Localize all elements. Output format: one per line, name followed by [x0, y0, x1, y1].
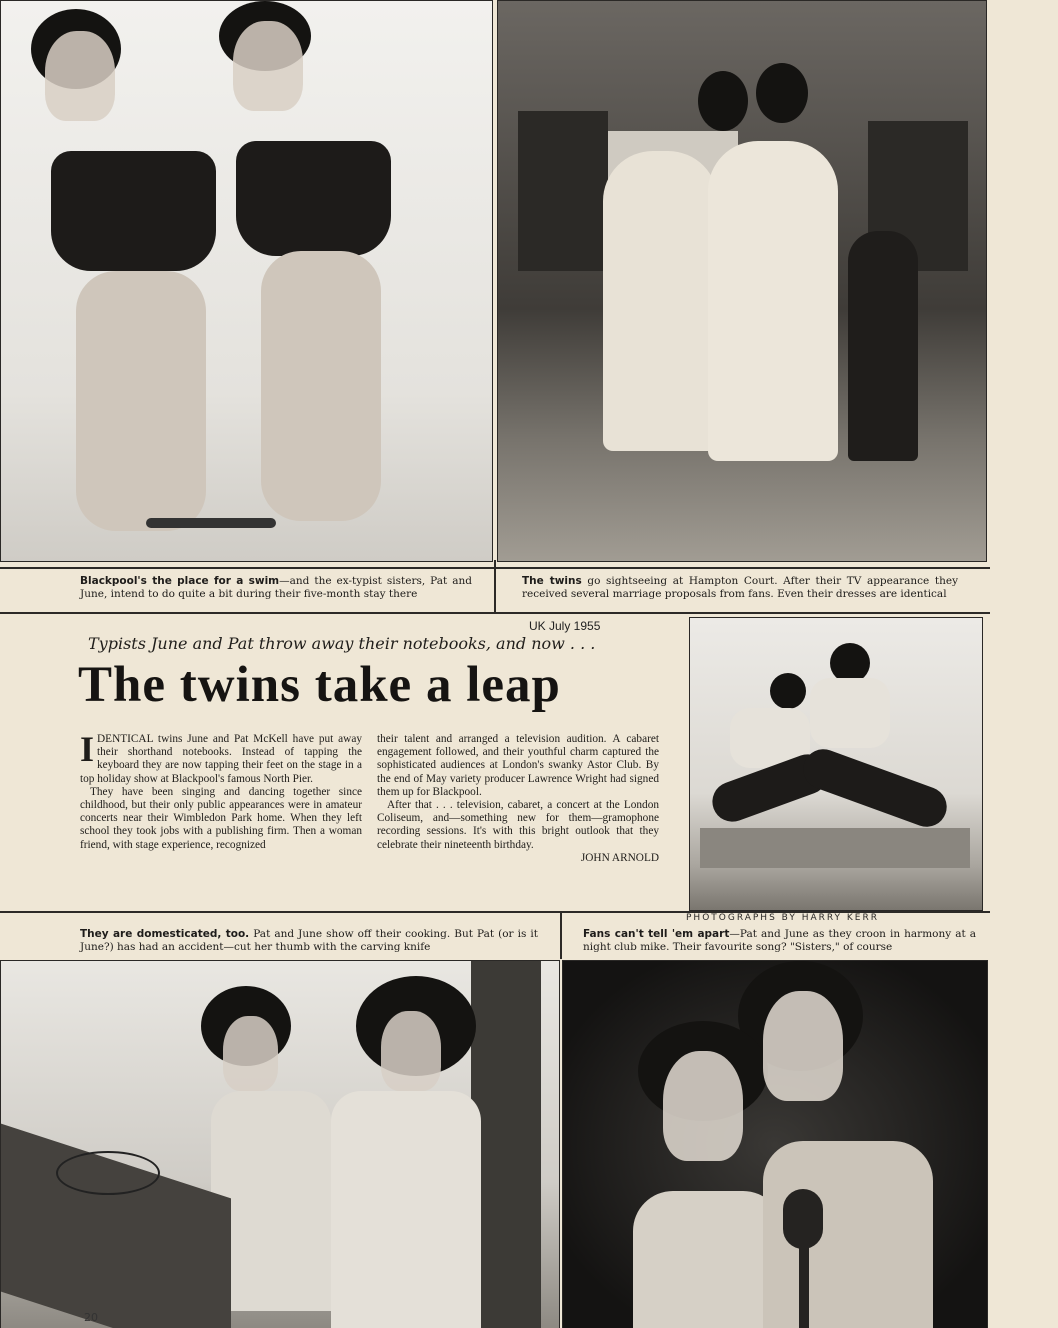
caption-fans-lead: Fans can't tell 'em apart: [583, 928, 730, 940]
article-paragraph: [80, 729, 362, 786]
paragraph-text: DENTICAL twins June and Pat McKell have put away their shorthand notebooks. Instead of tapping the keyboard they are now tapping their feet on the stage in a top holiday show at Blackpool's famous North Pier.: [80, 733, 362, 785]
article-headline: The twins take a leap: [78, 657, 561, 713]
page-number: 20: [84, 1311, 98, 1324]
article-paragraph: They have been singing and dancing together since childhood, but their only public appearances were in amateur concerts near their Wimbledon Park home. When they left school they took jobs with a publishing firm. Then a woman friend, with stage experience, recognized: [80, 785, 362, 851]
caption-swim-text: —and the ex-typist sisters, Pat and June, intend to do quite a bit during their five-month stay there: [80, 575, 472, 600]
article-column-1: [80, 729, 362, 852]
article-kicker: Typists June and Pat throw away their notebooks, and now . . .: [88, 634, 596, 653]
caption-sightseeing-lead: The twins: [522, 575, 582, 587]
caption-fans-text: —Pat and June as they croon in harmony at a night club mike. Their favourite song? "Sisters," of course: [583, 928, 977, 953]
photo-hampton-court: [497, 0, 987, 562]
photo-twins-swimsuits: [0, 0, 493, 562]
date-stamp: UK July 1955: [529, 619, 601, 633]
article-column-2: [377, 733, 659, 865]
caption-fans: [583, 928, 976, 954]
photo-twins-cooking: [0, 960, 560, 1328]
article-paragraph: their talent and arranged a television audition. A cabaret engagement followed, and their youthful charm captured the sophisticated audiences at London's swanky Astor Club. By the end of May variety producer Lawrence Wright had signed them up for Blackpool.: [377, 733, 659, 798]
caption-domesticated-lead: They are domesticated, too.: [80, 928, 250, 940]
drop-cap: I: [80, 729, 95, 769]
caption-domesticated: [80, 928, 538, 954]
caption-swim-lead: Blackpool's the place for a swim: [80, 575, 280, 587]
caption-swim: [80, 575, 472, 601]
photo-twins-microphone: [562, 960, 988, 1328]
caption-sightseeing: [522, 575, 958, 601]
caption-domesticated-text: Pat and June show off their cooking. But Pat (or is it June?) has had an accident—cut her thumb with the carving knife: [80, 928, 538, 953]
article-paragraph: After that . . . television, cabaret, a concert at the London Coliseum, and—something new for them—gramophone recording sessions. It's with this bright outlook that they celebrate their nineteenth birthday.: [377, 799, 659, 851]
photo-credit: PHOTOGRAPHS BY HARRY KERR: [686, 913, 879, 923]
caption-sightseeing-text: go sightseeing at Hampton Court. After their TV appearance they received several marriage proposals from fans. Even their dresses are identical: [522, 575, 958, 600]
byline: JOHN ARNOLD: [580, 851, 659, 864]
photo-twins-jumping: [689, 617, 983, 911]
